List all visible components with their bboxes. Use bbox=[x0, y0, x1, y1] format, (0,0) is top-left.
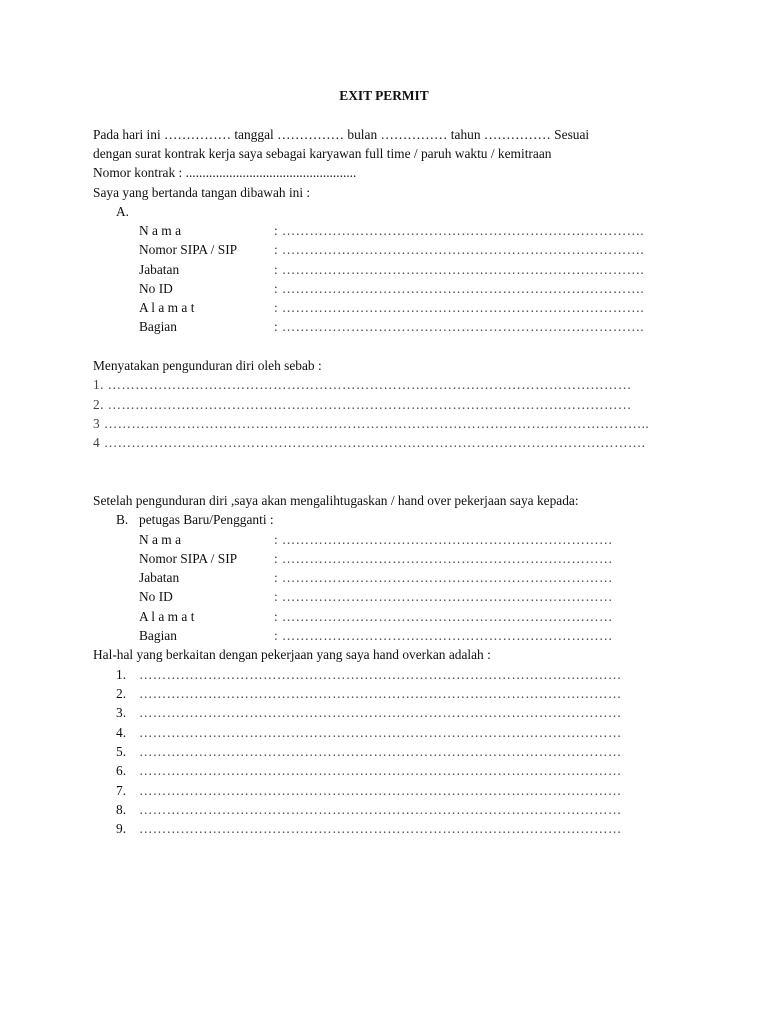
task-line: …………………………………………………………………………………………… bbox=[139, 763, 622, 778]
field-value: : ……………………………………………………………… bbox=[274, 532, 613, 547]
field-label: Nomor SIPA / SIP bbox=[139, 551, 238, 566]
intro-line-contract-number: Nomor kontrak : ................................................... bbox=[93, 165, 357, 180]
resign-reason-line: 4 ………………………………………………………………………………………………………. bbox=[93, 435, 646, 450]
tasks-heading: Hal-hal yang berkaitan dengan pekerjaan yang saya hand overkan adalah : bbox=[93, 647, 491, 662]
field-label: N a m a bbox=[139, 223, 182, 238]
task-line: …………………………………………………………………………………………… bbox=[139, 783, 622, 798]
task-number: 7. bbox=[116, 783, 127, 798]
document-title: EXIT PERMIT bbox=[339, 88, 429, 103]
task-line: …………………………………………………………………………………………… bbox=[139, 821, 622, 836]
section-b-marker: B. bbox=[116, 512, 129, 527]
resign-reason-line: 2. …………………………………………………………………………………………………… bbox=[93, 397, 632, 412]
field-value: : ……………………………………………………………… bbox=[274, 628, 613, 643]
field-value: : ……………………………………………………………………. bbox=[274, 262, 645, 277]
resign-reason-line: 3 ……………………………………………………………………………………………………….. bbox=[93, 416, 650, 431]
field-value: : ……………………………………………………………… bbox=[274, 551, 613, 566]
task-line: …………………………………………………………………………………………… bbox=[139, 686, 622, 701]
task-line: …………………………………………………………………………………………… bbox=[139, 705, 622, 720]
field-label: A l a m a t bbox=[139, 300, 195, 315]
field-value: : ……………………………………………………………… bbox=[274, 589, 613, 604]
field-value: : ……………………………………………………………………. bbox=[274, 300, 645, 315]
field-value: : ……………………………………………………………………. bbox=[274, 281, 645, 296]
field-label: N a m a bbox=[139, 532, 182, 547]
field-label: A l a m a t bbox=[139, 609, 195, 624]
task-number: 2. bbox=[116, 686, 127, 701]
resign-heading: Menyatakan pengunduran diri oleh sebab : bbox=[93, 358, 322, 373]
task-number: 9. bbox=[116, 821, 127, 836]
field-label: Bagian bbox=[139, 319, 177, 334]
intro-line-contract-type: dengan surat kontrak kerja saya sebagai karyawan full time / paruh waktu / kemitraan bbox=[93, 146, 552, 161]
field-value: : ……………………………………………………………… bbox=[274, 609, 613, 624]
task-number: 3. bbox=[116, 705, 127, 720]
task-number: 5. bbox=[116, 744, 127, 759]
field-label: Nomor SIPA / SIP bbox=[139, 242, 238, 257]
resign-reason-line: 1. …………………………………………………………………………………………………… bbox=[93, 377, 632, 392]
field-value: : ……………………………………………………………………. bbox=[274, 319, 645, 334]
field-label: Bagian bbox=[139, 628, 177, 643]
field-value: : ……………………………………………………………………. bbox=[274, 242, 645, 257]
field-label: Jabatan bbox=[139, 570, 180, 585]
handover-heading: Setelah pengunduran diri ,saya akan mengalihtugaskan / hand over pekerjaan saya kepada: bbox=[93, 493, 579, 508]
task-line: …………………………………………………………………………………………… bbox=[139, 667, 622, 682]
section-b-subheading: petugas Baru/Pengganti : bbox=[139, 512, 274, 527]
task-number: 6. bbox=[116, 763, 127, 778]
task-number: 1. bbox=[116, 667, 127, 682]
task-line: …………………………………………………………………………………………… bbox=[139, 725, 622, 740]
field-label: No ID bbox=[139, 589, 173, 604]
intro-line-date: Pada hari ini …………… tanggal …………… bulan …………… tahun …………… Sesuai bbox=[93, 127, 590, 142]
task-number: 4. bbox=[116, 725, 127, 740]
intro-line-signatory: Saya yang bertanda tangan dibawah ini : bbox=[93, 185, 311, 200]
task-line: …………………………………………………………………………………………… bbox=[139, 744, 622, 759]
field-value: : ……………………………………………………………………. bbox=[274, 223, 645, 238]
task-line: …………………………………………………………………………………………… bbox=[139, 802, 622, 817]
field-label: No ID bbox=[139, 281, 173, 296]
section-a-marker: A. bbox=[116, 204, 130, 219]
field-label: Jabatan bbox=[139, 262, 180, 277]
field-value: : ……………………………………………………………… bbox=[274, 570, 613, 585]
task-number: 8. bbox=[116, 802, 127, 817]
